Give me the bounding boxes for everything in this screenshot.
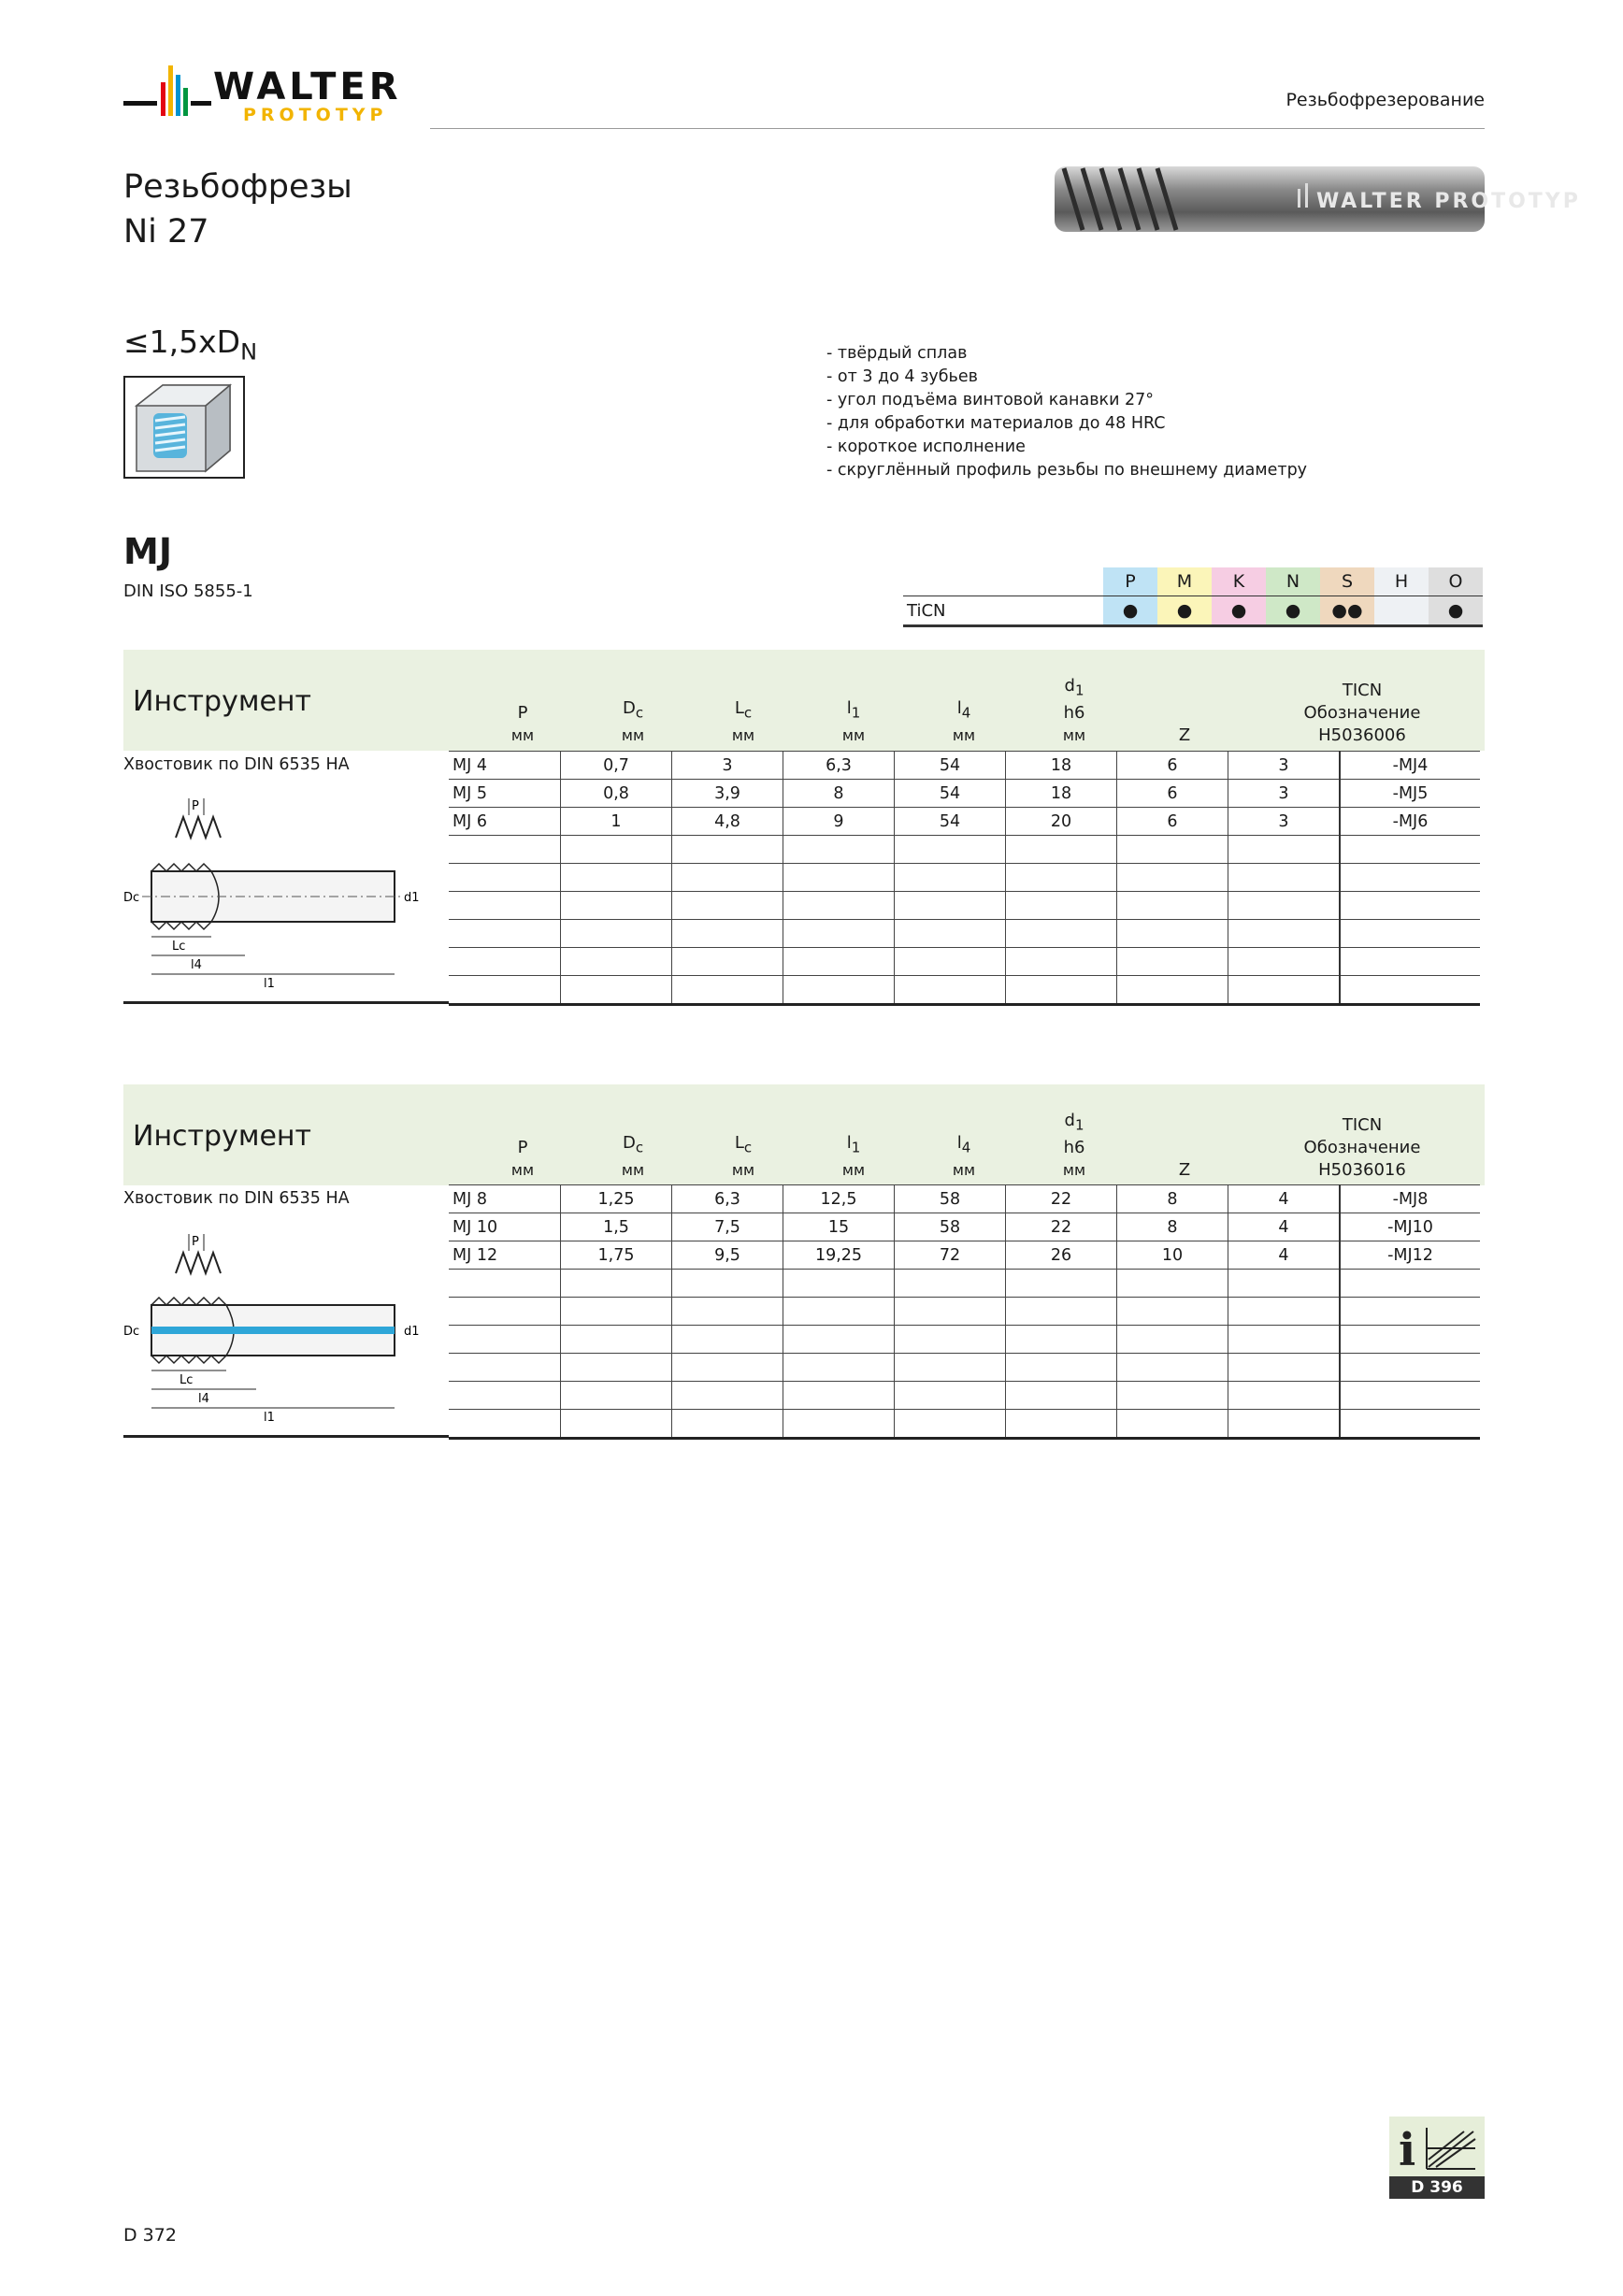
info-box <box>1389 2117 1485 2176</box>
cell-lc: 19,25 <box>783 1241 895 1270</box>
tool-photo <box>1055 163 1581 237</box>
svg-text:i: i <box>1399 2124 1416 2176</box>
material-group-p: P <box>1103 567 1157 596</box>
cell-l4: 18 <box>1006 752 1117 780</box>
suitability-mark: ● <box>1429 596 1483 626</box>
cell-d1: 6 <box>1117 752 1228 780</box>
table-row-empty <box>449 920 1480 948</box>
col-header-z: Z <box>1178 1160 1191 1180</box>
feature-item: - скруглённый профиль резьбы по внешнему диаметру <box>826 461 1308 480</box>
tool-drawing-coolant <box>123 1284 423 1425</box>
cell-p: 1,5 <box>561 1213 672 1241</box>
cell-d1: 8 <box>1117 1213 1228 1241</box>
cell-size: MJ 12 <box>449 1241 561 1270</box>
cell-l1: 58 <box>895 1185 1006 1213</box>
header-divider <box>430 128 1485 129</box>
cell-p: 1,25 <box>561 1185 672 1213</box>
cell-l4: 18 <box>1006 780 1117 808</box>
cell-size: MJ 10 <box>449 1213 561 1241</box>
table-row-empty <box>449 864 1480 892</box>
info-reference[interactable] <box>1389 2117 1485 2199</box>
cell-designation: -MJ5 <box>1340 780 1480 808</box>
lc-label: Lc <box>180 1373 194 1387</box>
depth-ratio-main: ≤1,5xD <box>123 323 241 360</box>
col-header-l4: $l_4$ мм <box>952 698 976 744</box>
cell-dc: 4,8 <box>672 808 783 836</box>
table-row <box>449 808 1480 836</box>
material-group-h: H <box>1374 567 1429 596</box>
pitch-profile-icon <box>168 1230 234 1277</box>
col-header-designation: TICN Обозначение H5036016 <box>1303 1115 1421 1180</box>
feature-list <box>826 342 1307 482</box>
cell-p: 0,8 <box>561 780 672 808</box>
feature-item: - угол подъёма винтовой канавки 27° <box>826 391 1155 409</box>
cell-z: 4 <box>1228 1241 1341 1270</box>
logo-wordmark: WALTER <box>213 65 402 108</box>
col-header-l1: $l_1$ мм <box>841 698 866 744</box>
col-header-p: P мм <box>510 703 535 744</box>
table-row-empty <box>449 976 1480 1005</box>
table-row <box>449 1213 1480 1241</box>
cell-dc: 7,5 <box>672 1213 783 1241</box>
l1-label: l1 <box>264 977 275 991</box>
material-group-k: K <box>1212 567 1266 596</box>
threaded-hole-icon <box>123 376 245 479</box>
cell-z: 4 <box>1228 1185 1341 1213</box>
cell-lc: 6,3 <box>783 752 895 780</box>
feature-item: - для обработки материалов до 48 HRC <box>826 414 1166 433</box>
cell-l1: 72 <box>895 1241 1006 1270</box>
material-group-s: S <box>1320 567 1374 596</box>
pitch-label: P <box>192 799 199 813</box>
table-row-empty <box>449 836 1480 864</box>
feature-item: - короткое исполнение <box>826 438 1026 456</box>
product-title-line2: Ni 27 <box>123 213 209 251</box>
logo-subtitle: PROTOTYP <box>243 105 388 125</box>
table-row-empty <box>449 1354 1480 1382</box>
cell-size: MJ 4 <box>449 752 561 780</box>
suitability-mark <box>1374 596 1429 626</box>
feature-item: - от 3 до 4 зубьев <box>826 367 978 386</box>
table-row-empty <box>449 892 1480 920</box>
page-number: D 372 <box>123 2225 177 2246</box>
cell-l4: 26 <box>1006 1241 1117 1270</box>
product-title <box>123 165 352 254</box>
cell-lc: 9 <box>783 808 895 836</box>
cell-l4: 20 <box>1006 808 1117 836</box>
tool-table-title: Инструмент <box>133 1120 312 1153</box>
dc-label: Dc <box>123 891 140 905</box>
cell-lc: 15 <box>783 1213 895 1241</box>
product-title-line1: Резьбофрезы <box>123 168 352 206</box>
table-row-empty <box>449 1298 1480 1326</box>
table-row-empty <box>449 948 1480 976</box>
cell-z: 3 <box>1228 752 1341 780</box>
table-row-empty <box>449 1270 1480 1298</box>
cell-z: 3 <box>1228 808 1341 836</box>
cell-size: MJ 5 <box>449 780 561 808</box>
cell-l1: 58 <box>895 1213 1006 1241</box>
col-header-dc: $D_c$ мм <box>621 1133 645 1179</box>
cell-l1: 54 <box>895 808 1006 836</box>
product-code: MJ <box>123 531 172 572</box>
cell-d1: 6 <box>1117 780 1228 808</box>
tool-photo-logo: WALTER PROTOTYP <box>1316 190 1581 213</box>
cell-z: 4 <box>1228 1213 1341 1241</box>
table-row-empty <box>449 1326 1480 1354</box>
suitability-mark: ●● <box>1320 596 1374 626</box>
cell-designation: -MJ8 <box>1340 1185 1480 1213</box>
cell-lc: 8 <box>783 780 895 808</box>
section-title: Резьбофрезерование <box>1285 90 1485 110</box>
l4-label: l4 <box>191 958 202 972</box>
depth-ratio <box>123 323 257 366</box>
table-row-empty <box>449 1410 1480 1439</box>
table-bottom-rule <box>123 1001 449 1004</box>
suitability-mark: ● <box>1157 596 1212 626</box>
col-header-p: P мм <box>510 1138 535 1179</box>
coolant-channel <box>151 1327 395 1334</box>
cell-dc: 3 <box>672 752 783 780</box>
info-chart-icon <box>1389 2117 1485 2176</box>
table-bottom-rule <box>123 1435 449 1438</box>
cell-dc: 9,5 <box>672 1241 783 1270</box>
suitability-mark: ● <box>1103 596 1157 626</box>
coating-label: TiCN <box>903 596 1103 626</box>
info-reference-page[interactable]: D 396 <box>1389 2176 1485 2199</box>
tool-drawing <box>123 851 423 991</box>
cell-p: 1,75 <box>561 1241 672 1270</box>
cell-designation: -MJ4 <box>1340 752 1480 780</box>
col-header-lc: $L_c$ мм <box>731 1133 755 1179</box>
table-row <box>449 752 1480 780</box>
col-header-lc: $L_c$ мм <box>731 698 755 744</box>
tool-table-header <box>123 1084 1485 1185</box>
cell-p: 1 <box>561 808 672 836</box>
col-header-l1: $l_1$ мм <box>841 1133 866 1179</box>
table-row <box>449 780 1480 808</box>
table-row <box>449 1185 1480 1213</box>
material-group-m: M <box>1157 567 1212 596</box>
tool-table-header <box>123 650 1485 751</box>
cell-l1: 54 <box>895 780 1006 808</box>
col-header-l4: $l_4$ мм <box>952 1133 976 1179</box>
cell-p: 0,7 <box>561 752 672 780</box>
shank-label: Хвостовик по DIN 6535 HA <box>123 1189 350 1208</box>
logo-bars-icon <box>123 62 213 118</box>
cell-z: 3 <box>1228 780 1341 808</box>
shank-label: Хвостовик по DIN 6535 HA <box>123 755 350 774</box>
col-header-d1: $d_1$ h6 мм <box>1062 1111 1086 1179</box>
pitch-profile-icon <box>168 795 234 841</box>
block-thread-icon <box>125 378 243 477</box>
cell-l4: 22 <box>1006 1213 1117 1241</box>
tool-data-table <box>449 751 1480 1006</box>
cell-dc: 3,9 <box>672 780 783 808</box>
lc-label: Lc <box>172 940 186 954</box>
cell-lc: 12,5 <box>783 1185 895 1213</box>
tool-data-table <box>449 1184 1480 1440</box>
table-row <box>449 1241 1480 1270</box>
pitch-label: P <box>192 1235 199 1249</box>
cell-l1: 54 <box>895 752 1006 780</box>
standard-label: DIN ISO 5855-1 <box>123 581 253 601</box>
material-group-n: N <box>1266 567 1320 596</box>
suitability-mark: ● <box>1212 596 1266 626</box>
depth-ratio-sub: N <box>240 338 258 366</box>
material-groups-table <box>903 567 1483 627</box>
cell-dc: 6,3 <box>672 1185 783 1213</box>
cell-designation: -MJ6 <box>1340 808 1480 836</box>
col-header-d1: $d_1$ h6 мм <box>1062 676 1086 744</box>
suitability-mark: ● <box>1266 596 1320 626</box>
cell-d1: 10 <box>1117 1241 1228 1270</box>
feature-item: - твёрдый сплав <box>826 344 968 363</box>
dc-label: Dc <box>123 1325 140 1339</box>
cell-d1: 8 <box>1117 1185 1228 1213</box>
d1-label: d1 <box>404 1325 420 1339</box>
cell-size: MJ 6 <box>449 808 561 836</box>
cell-designation: -MJ12 <box>1340 1241 1480 1270</box>
l4-label: l4 <box>198 1392 209 1406</box>
table-row-empty <box>449 1382 1480 1410</box>
material-group-o: O <box>1429 567 1483 596</box>
col-header-z: Z <box>1178 725 1191 745</box>
l1-label: l1 <box>264 1411 275 1425</box>
cell-designation: -MJ10 <box>1340 1213 1480 1241</box>
tool-table-title: Инструмент <box>133 685 312 718</box>
walter-logo <box>123 58 404 133</box>
cell-size: MJ 8 <box>449 1185 561 1213</box>
col-header-dc: $D_c$ мм <box>621 698 645 744</box>
cell-d1: 6 <box>1117 808 1228 836</box>
d1-label: d1 <box>404 891 420 905</box>
col-header-designation: TICN Обозначение H5036006 <box>1303 681 1421 745</box>
cell-l4: 22 <box>1006 1185 1117 1213</box>
